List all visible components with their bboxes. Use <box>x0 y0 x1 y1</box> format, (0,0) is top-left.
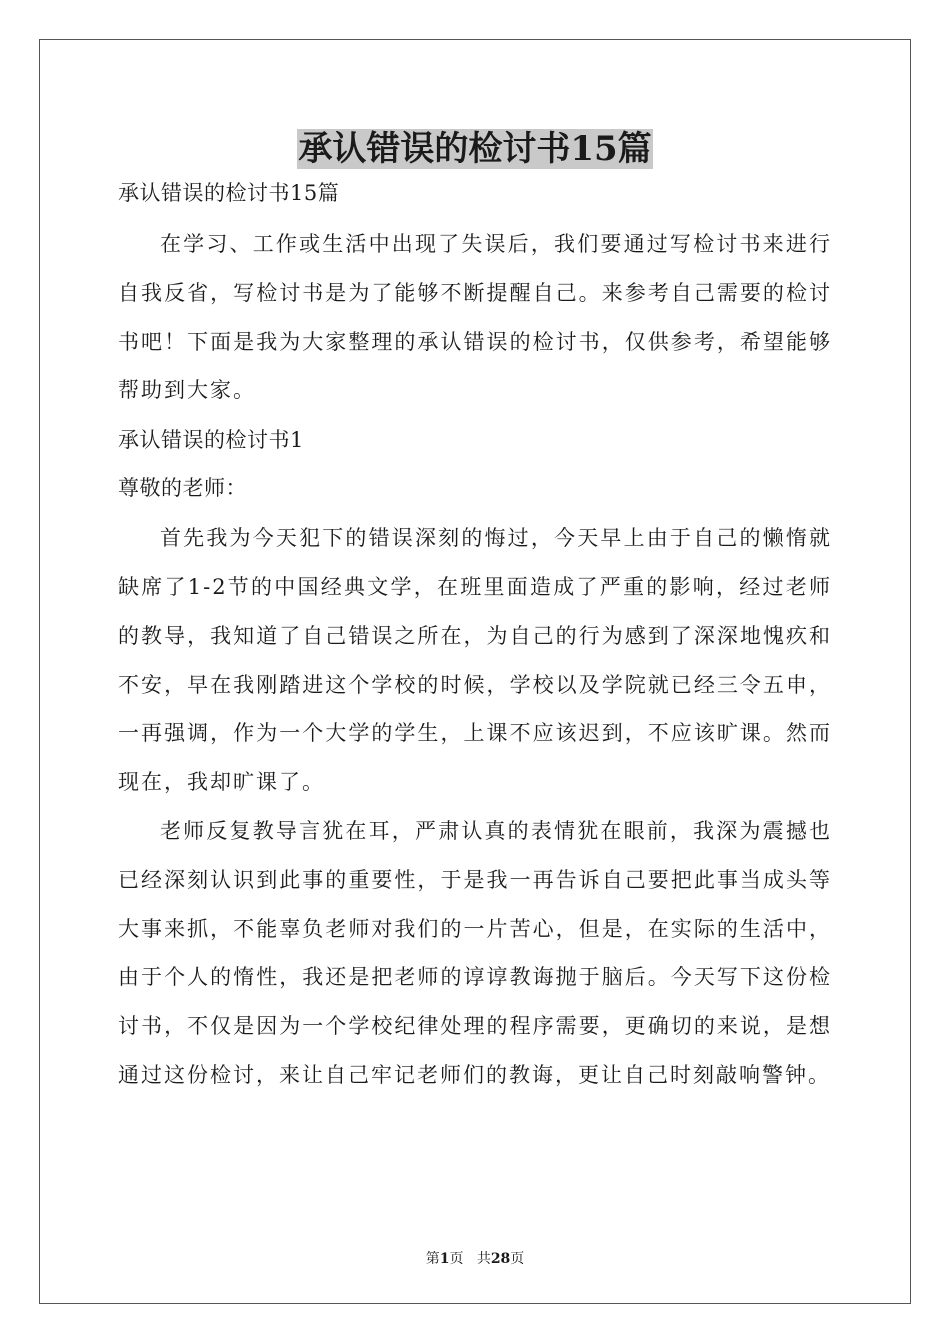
document-body <box>118 180 832 1100</box>
footer-total-pages: 28 <box>490 1251 511 1267</box>
section-heading: 承认错误的检讨书1 <box>118 428 304 453</box>
document-title-text: 承认错误的检讨书15篇 <box>298 129 652 169</box>
intro-paragraph: 在学习、工作或生活中出现了失误后，我们要通过写检讨书来进行自我反省，写检讨书是为了能够不断提醒自己。来参考自己需要的检讨书吧！下面是我为大家整理的承认错误的检讨书，仅供参考，希望能够帮助到大家。 <box>118 232 832 403</box>
footer-total-prefix: 共 <box>476 1251 491 1267</box>
body-paragraph: 首先我为今天犯下的错误深刻的悔过，今天早上由于自己的懒惰就缺席了1-2节的中国经典文学，在班里面造成了严重的影响，经过老师的教导，我知道了自己错误之所在，为自己的行为感到了深深地愧疚和不安，早在我刚踏进这个学校的时候，学校以及学院就已经三令五申，一再强调，作为一个大学的学生，上课不应该迟到，不应该旷课。然而现在，我却旷课了。 <box>118 526 832 795</box>
body-paragraph: 老师反复教导言犹在耳，严肃认真的表情犹在眼前，我深为震撼也已经深刻认识到此事的重要性，于是我一再告诉自己要把此事当成头等大事来抓，不能辜负老师对我们的一片苦心，但是，在实际的生活中，由于个人的惰性，我还是把老师的谆谆教诲抛于脑后。今天写下这份检讨书，不仅是因为一个学校纪律处理的程序需要，更确切的来说，是想通过这份检讨，来让自己牢记老师们的教诲，更让自己时刻敲响警钟。 <box>118 818 832 1087</box>
footer-page-number: 1 <box>439 1251 450 1267</box>
footer-total-suffix: 页 <box>510 1251 525 1267</box>
footer-page-prefix: 第 <box>425 1251 440 1267</box>
document-subtitle: 承认错误的检讨书15篇 <box>118 181 340 205</box>
footer-page-suffix: 页 <box>449 1251 464 1267</box>
salutation: 尊敬的老师： <box>118 476 247 501</box>
page-footer <box>0 1248 950 1268</box>
document-title <box>0 128 950 170</box>
